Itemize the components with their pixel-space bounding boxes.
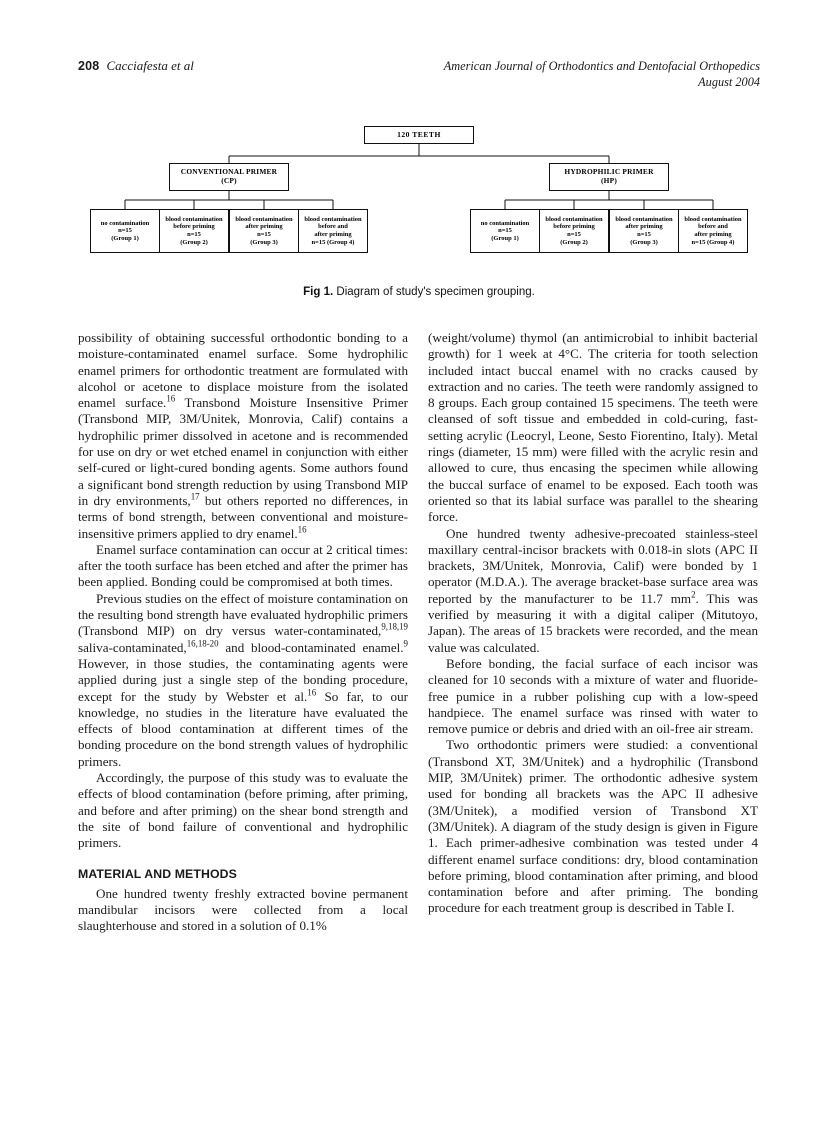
diagram-leaf-cp-group-3 — [229, 209, 299, 253]
running-head-left — [78, 58, 194, 74]
leaf-line-1: no contamination — [480, 219, 530, 227]
diagram-leaf-cp-group-4 — [298, 209, 368, 253]
leaf-line-2: before priming — [173, 223, 215, 231]
leaf-line-4: n=15 (Group 4) — [311, 238, 355, 246]
leaf-line-2: n=15 — [498, 227, 512, 235]
diagram-node-root-label: 120 TEETH — [397, 129, 441, 139]
para-text: However, in those studies, the contaminating agents were applied during just a single step of the bonding procedure, except for the study by Webster et al. — [78, 655, 408, 704]
hp-title: HYDROPHILIC PRIMER — [564, 167, 654, 177]
leaf-line-3: after priming — [314, 231, 352, 238]
reference-superscript: 16,18-20 — [186, 638, 219, 649]
reference-superscript: 16 — [297, 524, 307, 535]
figure-1-connectors — [78, 122, 760, 277]
cp-abbrev: (CP) — [221, 176, 237, 185]
leaf-line-2: before and — [318, 223, 348, 231]
journal-title: American Journal of Orthodontics and Dentofacial Orthopedics — [443, 59, 760, 73]
leaf-line-3: (Group 1) — [111, 234, 139, 242]
para-text: possibility of obtaining successful orthodontic bonding to a moisture-contaminated enamel surface. Some hydrophilic enamel primers for orthodontic treatment are formulated with alcohol or acetone to displace moisture from the isolated enamel surface. — [78, 330, 408, 411]
leaf-line-4: (Group 2) — [560, 238, 588, 246]
leaf-line-3: n=15 — [257, 231, 271, 238]
leaf-line-3: n=15 — [637, 231, 651, 238]
diagram-leaf-hp-group-2 — [539, 209, 609, 253]
para-text: but others reported no differences, in terms of bond strength, between conventional and moisture-insensitive primers applied to dry enamel. — [78, 492, 409, 541]
running-head-right — [444, 58, 760, 90]
leaf-line-4: (Group 3) — [630, 238, 658, 246]
paragraph — [78, 542, 408, 591]
para-text: Previous studies on the effect of moisture contamination on the resulting bond strength have evaluated hydrophilic primers (Transbond MIP) on dry versus water-contaminated, — [78, 590, 408, 639]
reference-superscript: 9 — [403, 638, 408, 649]
leaf-line-2: after priming — [625, 223, 663, 231]
paragraph — [78, 886, 408, 935]
running-head — [78, 58, 760, 92]
reference-superscript: 16 — [307, 687, 317, 698]
reference-superscript: 16 — [166, 393, 176, 404]
paragraph-continuation — [78, 330, 408, 542]
para-text: Enamel surface contamination can occur at 2 critical times: after the tooth surface has been etched and after the primer has been applied. Bonding could be compromised at both times. — [78, 541, 408, 590]
para-text: One hundred twenty adhesive-precoated stainless-steel maxillary central-incisor brackets with 0.018-in slots (APC II brackets, 3M/Unitek, Monrovia, Calif) were bonded by 1 operator (M.D.A.). The average bracket-base surface area was reported by the manufacturer to be 11.7 mm — [428, 525, 758, 606]
figure-1-caption-label: Fig 1. — [303, 286, 334, 298]
diagram-node-root — [364, 126, 474, 144]
body-column-right — [428, 330, 758, 917]
diagram-leaf-cp-group-1 — [90, 209, 160, 253]
leaf-line-3: (Group 1) — [491, 234, 519, 242]
issue-date: August 2004 — [698, 75, 760, 89]
paragraph — [78, 591, 408, 770]
para-text: Accordingly, the purpose of this study was to evaluate the effects of blood contamination (before priming, after priming, and before and after priming) on the shear bond strength and the site of bond failure of conventional and hydrophilic primers. — [78, 770, 408, 851]
leaf-line-1: blood contamination — [615, 215, 673, 223]
paragraph — [428, 737, 758, 916]
diagram-leaf-hp-group-1 — [470, 209, 540, 253]
para-text: Transbond Moisture Insensitive Primer (Transbond MIP, 3M/Unitek, Monrovia, Calif) contains a hydrophilic primer dissolved in acetone and is recommended for use on dry or wet etched enamel in conjunction with either self-cured or light-cured bonding agents. Some authors found a significant bond strength reduction by using Transbond MIP in dry environments, — [78, 395, 409, 508]
leaf-line-1: blood contamination — [304, 215, 362, 223]
leaf-line-2: n=15 — [118, 227, 132, 235]
leaf-line-3: n=15 — [187, 231, 201, 238]
para-text: and blood-contaminated enamel. — [218, 639, 404, 655]
diagram-node-hydrophilic-primer — [549, 163, 669, 191]
leaf-line-1: blood contamination — [684, 215, 742, 223]
para-text: Two orthodontic primers were studied: a conventional (Transbond XT, 3M/Unitek) and a hydrophilic (Transbond MIP, 3M/Unitek) primer. The orthodontic adhesive system used for bonding all brackets was the APC II adhesive (3M/Unitek), a modified version of Transbond XT (3M/Unitek). A diagram of the study design is given in Figure 1. Each primer-adhesive combination was tested under 4 different enamel surface conditions: dry, blood contamination before priming, blood contamination after priming, and blood contamination before and after priming. The bonding procedure for each treatment group is described in Table I. — [428, 737, 758, 916]
leaf-line-2: before priming — [553, 223, 595, 231]
diagram-node-conventional-primer — [169, 163, 289, 191]
reference-superscript: 9,18,19 — [381, 621, 408, 632]
para-text: . This was verified by measuring it with a digital caliper (Mitutoyo, Japan). The areas of 15 brackets were recorded, and the mean value was calculated. — [428, 590, 758, 655]
leaf-line-2: after priming — [245, 223, 283, 231]
leaf-line-3: n=15 — [567, 231, 581, 238]
figure-1-caption-text: Diagram of study's specimen grouping. — [336, 286, 535, 298]
hp-abbrev: (HP) — [601, 176, 617, 185]
section-heading-material-and-methods: MATERIAL AND METHODS — [78, 866, 237, 881]
running-head-authors: Cacciafesta et al — [106, 58, 194, 73]
leaf-line-4: (Group 2) — [180, 238, 208, 246]
paragraph-continuation — [428, 330, 758, 526]
figure-1 — [78, 122, 760, 277]
leaf-line-4: (Group 3) — [250, 238, 278, 246]
cp-title: CONVENTIONAL PRIMER — [180, 167, 278, 177]
unit-superscript: 2 — [691, 589, 696, 600]
leaf-line-2: before and — [698, 223, 728, 231]
para-text: So far, to our knowledge, no studies in the literature have evaluated the effects of blood contamination at different times of the bonding procedure on the bond strength values of hydrophilic primers. — [78, 688, 409, 769]
body-column-left — [78, 330, 408, 935]
leaf-line-1: blood contamination — [545, 215, 603, 223]
para-text: saliva-contaminated, — [78, 639, 187, 655]
diagram-leaf-hp-group-3 — [609, 209, 679, 253]
para-text: Before bonding, the facial surface of each incisor was cleaned for 10 seconds with a mixture of water and fluoride-free pumice in a rubber polishing cup with a low-speed handpiece. The enamel surface was rinsed with water to remove pumice or debris and dried with an oil-free air stream. — [428, 655, 758, 737]
para-text: One hundred twenty freshly extracted bovine permanent mandibular incisors were collected from a local slaughterhouse and stored in a solution of 0.1% — [78, 885, 408, 934]
diagram-lines-svg — [78, 122, 760, 277]
leaf-line-1: no contamination — [100, 219, 150, 227]
leaf-line-3: after priming — [694, 231, 732, 238]
reference-superscript: 17 — [190, 491, 200, 502]
paragraph — [428, 656, 758, 737]
para-text: (weight/volume) thymol (an antimicrobial to inhibit bacterial growth) for 1 week at 4°C. The criteria for tooth selection included intact buccal enamel with no cracks caused by extraction and no caries. The teeth were randomly assigned to 8 groups. Each group contained 15 specimens. The teeth were cleansed of soft tissue and embedded in cold-curing, fast-setting acrylic (Leocryl, Leone, Sesto Fiorentino, Italy). Metal rings (diameter, 15 mm) were filled with the acrylic resin and allowed to cure, thus encasing the specimen while allowing the buccal surface of enamel to be exposed. Each tooth was oriented so that its labial surface was parallel to the shearing force. — [428, 330, 758, 525]
figure-1-caption — [78, 286, 760, 298]
leaf-line-1: blood contamination — [235, 215, 293, 223]
page-number: 208 — [78, 59, 100, 73]
diagram-leaf-cp-group-2 — [159, 209, 229, 253]
paragraph — [428, 526, 758, 656]
leaf-line-4: n=15 (Group 4) — [691, 238, 735, 246]
leaf-line-1: blood contamination — [165, 215, 223, 223]
paragraph — [78, 770, 408, 851]
diagram-leaf-hp-group-4 — [678, 209, 748, 253]
